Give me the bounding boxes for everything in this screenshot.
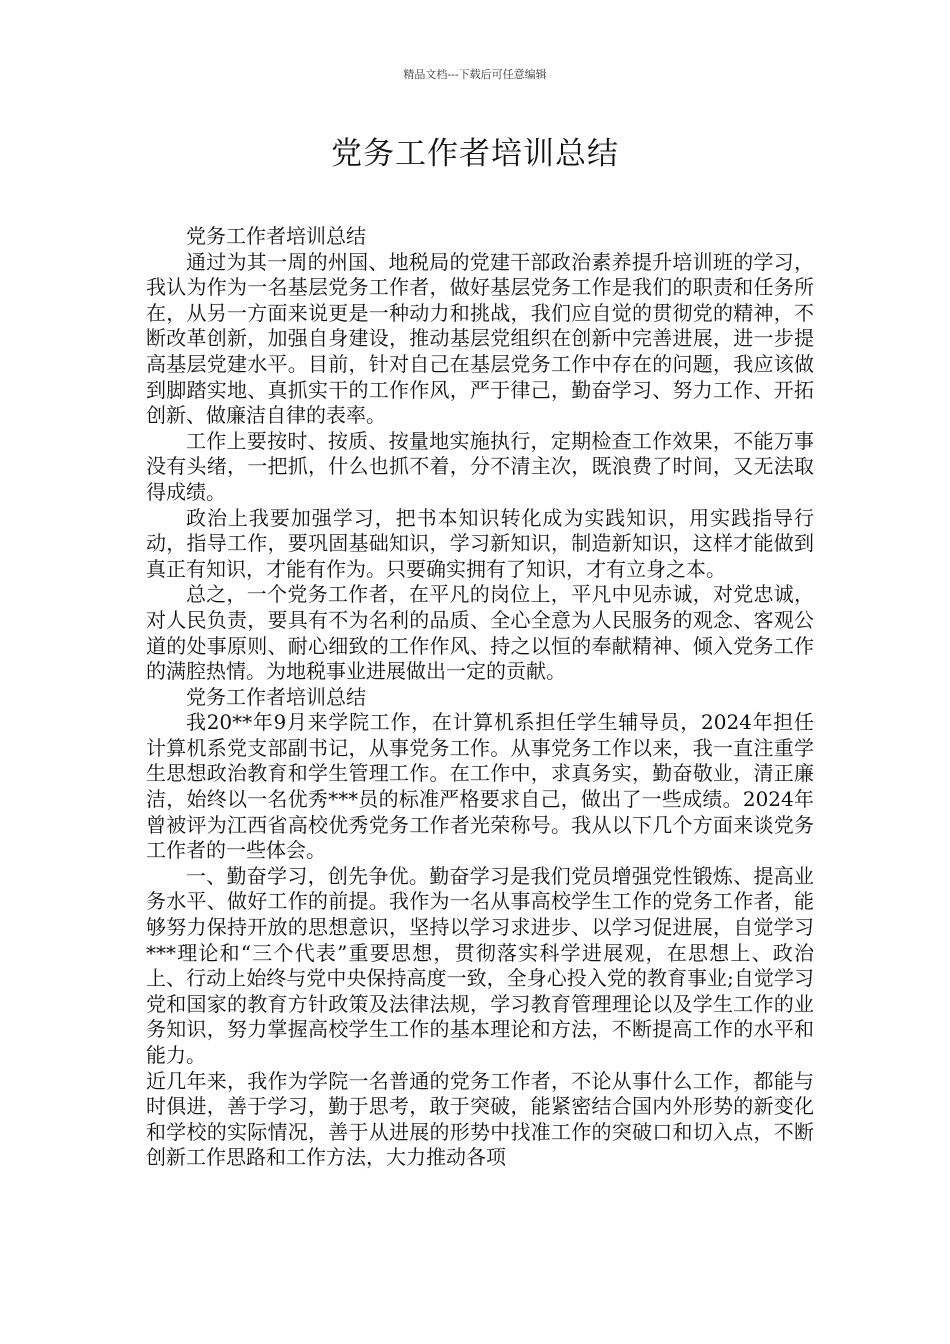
document-body xyxy=(146,224,814,1171)
paragraph: 通过为其一周的州国、地税局的党建干部政治素养提升培训班的学习，我认为作为一名基层党务工作者，做好基层党务工作是我们的职责和任务所在，从另一方面来说更是一种动力和挑战，我们应自觉的贯彻党的精神，不断改革创新，加强自身建设，推动基层党组织在创新中完善进展，进一步提高基层党建水平。目前，针对自己在基层党务工作中存在的问题，我应该做到脚踏实地、真抓实干的工作作风，严于律己，勤奋学习、努力工作、开拓创新、做廉洁自律的表率。 xyxy=(146,249,814,428)
paragraph-subtitle-2: 党务工作者培训总结 xyxy=(186,684,366,709)
paragraph-subtitle-1: 党务工作者培训总结 xyxy=(186,224,366,248)
paragraph: 政治上我要加强学习，把书本知识转化成为实践知识，用实践指导行动，指导工作，要巩固基础知识，学习新知识，制造新知识，这样才能做到真正有知识，才能有作为。只要确实拥有了知识，才有立身之本。 xyxy=(146,505,814,581)
document-title: 党务工作者培训总结 xyxy=(331,136,619,172)
paragraph: 近几年来，我作为学院一名普通的党务工作者，不论从事什么工作，都能与时俱进，善于学习，勤于思考，敢于突破，能紧密结合国内外形势的新变化和学校的实际情况，善于从进展的形势中找准工作的突破口和切入点，不断创新工作思路和工作方法，大力推动各项 xyxy=(146,1068,814,1170)
header-note: 精品文档---下载后可任意编辑 xyxy=(403,68,547,81)
paragraph: 一、勤奋学习，创先争优。勤奋学习是我们党员增强党性锻炼、提高业务水平、做好工作的前提。我作为一名从事高校学生工作的党务工作者，能够努力保持开放的思想意识，坚持以学习求进步、以学习促进展，自觉学习***理论和“三个代表”重要思想，贯彻落实科学进展观，在思想上、政治上、行动上始终与党中央保持高度一致，全身心投入党的教育事业;自觉学习党和国家的教育方针政策及法律法规，学习教育管理理论以及学生工作的业务知识，努力掌握高校学生工作的基本理论和方法，不断提高工作的水平和能力。 xyxy=(146,863,814,1067)
paragraph: 总之，一个党务工作者，在平凡的岗位上，平凡中见赤诚，对党忠诚，对人民负责，要具有不为名利的品质、全心全意为人民服务的观念、客观公道的处事原则、耐心细致的工作作风、持之以恒的奉献精神、倾入党务工作的满腔热情。为地税事业进展做出一定的贡献。 xyxy=(146,582,814,684)
paragraph: 工作上要按时、按质、按量地实施执行，定期检查工作效果，不能万事没有头绪，一把抓，什么也抓不着，分不清主次，既浪费了时间，又无法取得成绩。 xyxy=(146,428,814,504)
paragraph: 我20**年9月来学院工作，在计算机系担任学生辅导员，2024年担任计算机系党支部副书记，从事党务工作。从事党务工作以来，我一直注重学生思想政治教育和学生管理工作。在工作中，求真务实，勤奋敬业，清正廉洁，始终以一名优秀***员的标准严格要求自己，做出了一些成绩。2024年曾被评为江西省高校优秀党务工作者光荣称号。我从以下几个方面来谈党务工作者的一些体会。 xyxy=(146,710,814,863)
